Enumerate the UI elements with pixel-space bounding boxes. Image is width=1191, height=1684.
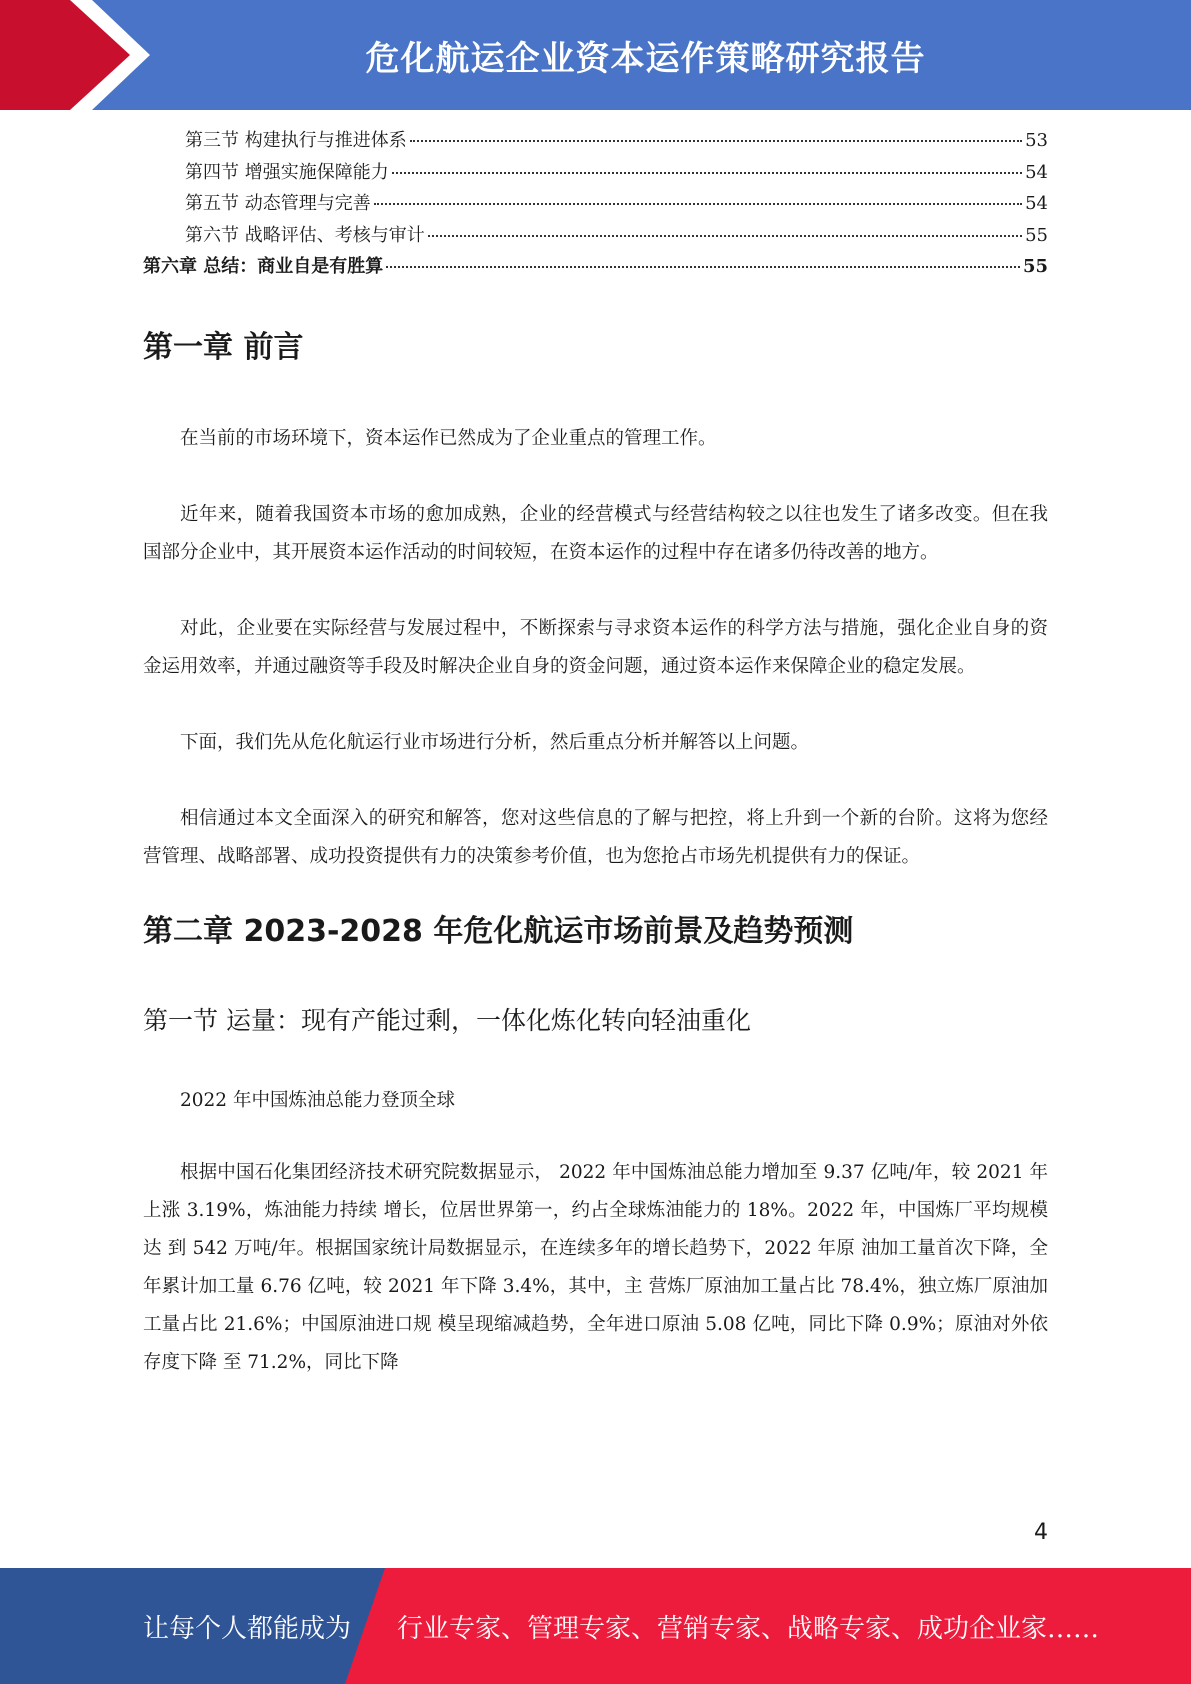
table-of-contents xyxy=(143,126,1048,284)
paragraph: 相信通过本文全面深入的研究和解答，您对这些信息的了解与把控，将上升到一个新的台阶。这将为您经营管理、战略部署、成功投资提供有力的决策参考价值，也为您抢占市场先机提供有力的保证。 xyxy=(143,808,1048,867)
toc-item-label: 第六章 总结：商业自是有胜算 xyxy=(143,256,384,277)
toc-item-label: 第三节 构建执行与推进体系 xyxy=(185,130,407,151)
toc-chapter-item[interactable] xyxy=(143,252,1048,284)
toc-item-label: 第五节 动态管理与完善 xyxy=(185,193,371,214)
paragraph: 2022 年中国炼油总能力登顶全球 xyxy=(180,1090,455,1111)
page-number: 4 xyxy=(1034,1520,1048,1545)
toc-item[interactable] xyxy=(143,221,1048,253)
footer-slogan-left: 让每个人都能成为 xyxy=(143,1613,352,1644)
toc-item-page: 55 xyxy=(1025,224,1048,246)
toc-leader-dots xyxy=(392,172,1022,174)
toc-item[interactable] xyxy=(143,189,1048,221)
footer-slogan-right: 行业专家、管理专家、营销专家、战略专家、成功企业家…… xyxy=(397,1613,1100,1644)
paragraph: 对此，企业要在实际经营与发展过程中，不断探索与寻求资本运作的科学方法与措施，强化企业自身的资金运用效率，并通过融资等手段及时解决企业自身的资金问题，通过资本运作来保障企业的稳定发展。 xyxy=(143,618,1048,677)
section-1-heading: 第一节 运量：现有产能过剩，一体化炼化转向轻油重化 xyxy=(143,1006,751,1035)
toc-leader-dots xyxy=(410,140,1022,142)
toc-item-page: 55 xyxy=(1022,256,1048,277)
paragraph: 根据中国石化集团经济技术研究院数据显示， 2022 年中国炼油总能力增加至 9.37 亿吨/年，较 2021 年上涨 3.19%，炼油能力持续 增长，位居世界第一，约占全球炼油能力的 18%。2022 年，中国炼厂平均规模达 到 542 万吨/年。根据国家统计局数据显示，在连续多年的增长趋势下，2022 年原 油加工量首次下降，全年累计加工量 6.76 亿吨，较 2021 年下降 3.4%，其中，主 营炼厂原油加工量占比 78.4%，独立炼厂原油加工量占比 21.6%；中国原油进口规 模呈现缩减趋势，全年进口原油 5.08 亿吨，同比下降 0.9%；原油对外依存度下降 至 71.2%，同比下降 xyxy=(143,1162,1048,1373)
toc-item-page: 53 xyxy=(1025,130,1048,151)
toc-leader-dots xyxy=(374,203,1022,205)
toc-item-label: 第四节 增强实施保障能力 xyxy=(185,161,389,183)
chapter-1-heading: 第一章 前言 xyxy=(143,330,304,365)
toc-leader-dots xyxy=(428,235,1022,237)
paragraph: 在当前的市场环境下，资本运作已然成为了企业重点的管理工作。 xyxy=(180,428,717,449)
toc-item[interactable] xyxy=(143,158,1048,190)
document-body xyxy=(143,326,1048,1382)
toc-item-label: 第六节 战略评估、考核与审计 xyxy=(185,224,425,246)
footer-banner xyxy=(0,1568,1191,1684)
paragraph: 下面，我们先从危化航运行业市场进行分析，然后重点分析并解答以上问题。 xyxy=(180,732,810,753)
toc-item-page: 54 xyxy=(1025,161,1048,183)
header-banner xyxy=(0,0,1191,110)
toc-leader-dots xyxy=(386,266,1020,268)
paragraph: 近年来，随着我国资本市场的愈加成熟，企业的经营模式与经营结构较之以往也发生了诸多改变。但在我国部分企业中，其开展资本运作活动的时间较短，在资本运作的过程中存在诸多仍待改善的地方。 xyxy=(143,504,1048,563)
report-title: 危化航运企业资本运作策略研究报告 xyxy=(365,38,926,79)
chapter-2-heading: 第二章 2023-2028 年危化航运市场前景及趋势预测 xyxy=(143,914,854,949)
toc-item[interactable] xyxy=(143,126,1048,158)
toc-item-page: 54 xyxy=(1025,193,1048,214)
